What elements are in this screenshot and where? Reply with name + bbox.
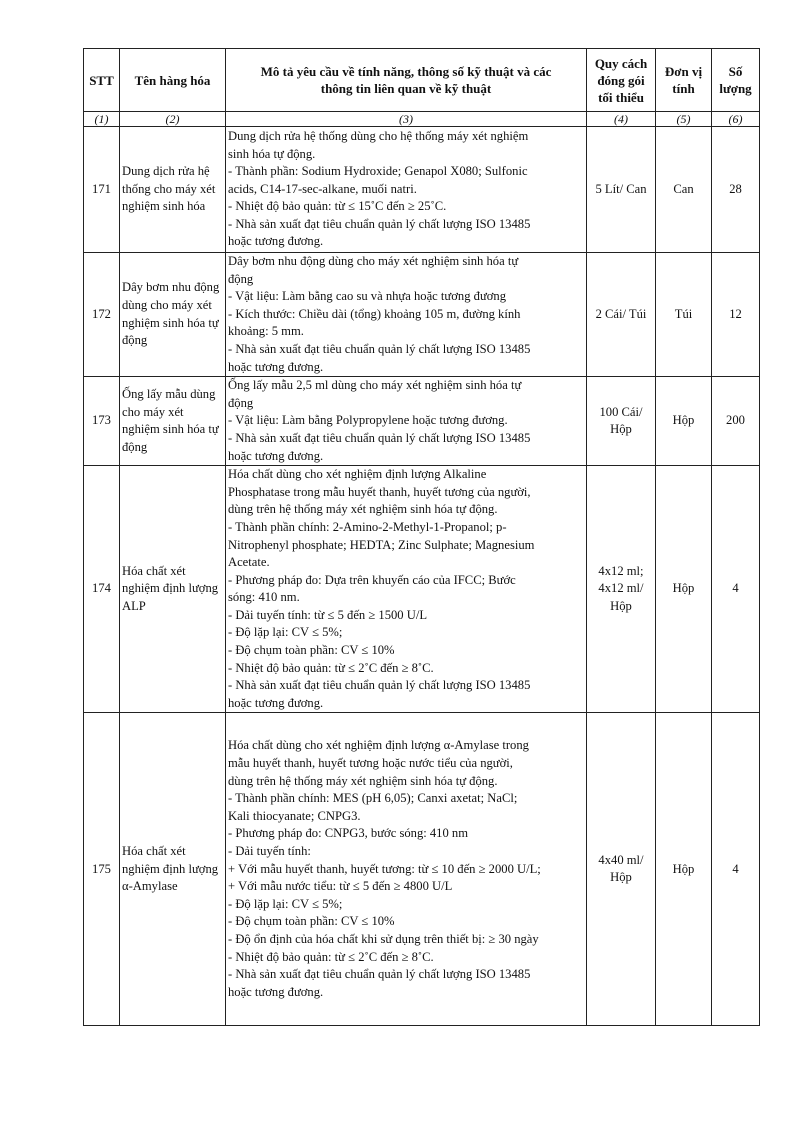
description-line: sóng: 410 nm.: [228, 590, 300, 605]
description-line: động: [228, 395, 254, 410]
description-line: Dung dịch rửa hệ thống dùng cho hệ thống máy xét nghiệm: [228, 128, 529, 143]
row-unit: Hộp: [656, 713, 712, 1026]
row-packaging: 5 Lít/ Can: [587, 127, 656, 253]
row-unit: Hộp: [656, 466, 712, 713]
header-stt: STT: [84, 49, 120, 112]
row-name: Hóa chất xét nghiệm định lượng ALP: [120, 466, 226, 713]
header-row: [84, 49, 760, 112]
row-stt: 174: [84, 466, 120, 713]
description-line: - Thành phần chính: 2-Amino-2-Methyl-1-Propanol; p-: [228, 519, 507, 534]
header-unit: Đơn vị tính: [656, 49, 712, 112]
row-description: [226, 127, 587, 253]
description-line: sinh hóa tự động.: [228, 146, 316, 161]
row-quantity: 12: [712, 253, 760, 377]
row-description: [226, 466, 587, 713]
row-name: Dung dịch rửa hệ thống cho máy xét nghiệm sinh hóa: [120, 127, 226, 253]
description-line: + Với mẫu nước tiểu: từ ≤ 5 đến ≥ 4800 U/L: [228, 879, 453, 894]
description-line: acids, C14-17-sec-alkane, muối natri.: [228, 181, 417, 196]
header-name: Tên hàng hóa: [120, 49, 226, 112]
table-row: [84, 127, 760, 253]
description-line: Nitrophenyl phosphate; HEDTA; Zinc Sulphate; Magnesium: [228, 537, 535, 552]
row-quantity: 4: [712, 713, 760, 1026]
description-line: hoặc tương đương.: [228, 984, 324, 999]
description-line: Acetate.: [228, 555, 270, 570]
table-row: [84, 377, 760, 466]
table-row: [84, 713, 760, 1026]
column-index: (6): [712, 112, 760, 127]
column-index: (4): [587, 112, 656, 127]
description-line: Hóa chất dùng cho xét nghiệm định lượng Alkaline: [228, 467, 487, 482]
header-qty: Số lượng: [712, 49, 760, 112]
column-index: (1): [84, 112, 120, 127]
description-line: - Nhà sản xuất đạt tiêu chuẩn quản lý chất lượng ISO 13485: [228, 678, 531, 693]
table-row: [84, 253, 760, 377]
column-index-row: [84, 112, 760, 127]
description-line: - Vật liệu: Làm bằng Polypropylene hoặc tương đương.: [228, 413, 508, 428]
description-line: - Kích thước: Chiều dài (tổng) khoảng 105 m, đường kính: [228, 306, 521, 321]
row-description: [226, 377, 587, 466]
description-line: mẫu huyết thanh, huyết tương hoặc nước tiểu của người,: [228, 756, 513, 771]
description-line: - Vật liệu: Làm bằng cao su và nhựa hoặc tương đương: [228, 289, 507, 304]
row-unit: Túi: [656, 253, 712, 377]
header-desc: Mô tả yêu cầu về tính năng, thông số kỹ thuật và các thông tin liên quan về kỹ thuật: [226, 49, 587, 112]
row-unit: Can: [656, 127, 712, 253]
row-name: Ống lấy mẫu dùng cho máy xét nghiệm sinh hóa tự động: [120, 377, 226, 466]
description-line: - Độ lặp lại: CV ≤ 5%;: [228, 896, 343, 911]
description-line: - Thành phần: Sodium Hydroxide; Genapol X080; Sulfonic: [228, 164, 528, 179]
header-pack: Quy cách đóng gói tối thiểu: [587, 49, 656, 112]
description-line: - Nhà sản xuất đạt tiêu chuẩn quản lý chất lượng ISO 13485: [228, 430, 531, 445]
column-index: (2): [120, 112, 226, 127]
row-quantity: 28: [712, 127, 760, 253]
row-stt: 175: [84, 713, 120, 1026]
row-packaging: 2 Cái/ Túi: [587, 253, 656, 377]
description-line: Phosphatase trong mẫu huyết thanh, huyết tương của người,: [228, 484, 531, 499]
description-line: Kali thiocyanate; CNPG3.: [228, 808, 361, 823]
description-line: khoảng: 5 mm.: [228, 324, 304, 339]
row-description: [226, 713, 587, 1026]
description-line: - Dải tuyến tính: từ ≤ 5 đến ≥ 1500 U/L: [228, 607, 428, 622]
row-name: Hóa chất xét nghiệm định lượng α-Amylase: [120, 713, 226, 1026]
row-stt: 172: [84, 253, 120, 377]
row-name: Dây bơm nhu động dùng cho máy xét nghiệm sinh hóa tự động: [120, 253, 226, 377]
row-packaging: 4x40 ml/ Hộp: [587, 713, 656, 1026]
description-line: - Nhà sản xuất đạt tiêu chuẩn quản lý chất lượng ISO 13485: [228, 967, 531, 982]
description-line: Dây bơm nhu động dùng cho máy xét nghiệm sinh hóa tự: [228, 254, 519, 268]
description-line: động: [228, 271, 254, 286]
description-line: + Với mẫu huyết thanh, huyết tương: từ ≤ 10 đến ≥ 2000 U/L;: [228, 861, 541, 876]
description-line: hoặc tương đương.: [228, 448, 324, 463]
description-line: dùng trên hệ thống máy xét nghiệm sinh hóa tự động.: [228, 502, 498, 517]
description-line: hoặc tương đương.: [228, 695, 324, 710]
row-unit: Hộp: [656, 377, 712, 466]
description-line: - Nhiệt độ bảo quản: từ ≤ 2˚C đến ≥ 8˚C.: [228, 949, 434, 964]
row-stt: 171: [84, 127, 120, 253]
table-row: [84, 466, 760, 713]
description-line: - Độ ổn định của hóa chất khi sử dụng trên thiết bị: ≥ 30 ngày: [228, 932, 539, 947]
description-line: - Nhà sản xuất đạt tiêu chuẩn quản lý chất lượng ISO 13485: [228, 341, 531, 356]
row-description: [226, 253, 587, 377]
description-line: - Thành phần chính: MES (pH 6,05); Canxi axetat; NaCl;: [228, 791, 518, 806]
column-index: (3): [226, 112, 587, 127]
description-line: Ống lấy mẫu 2,5 ml dùng cho máy xét nghiệm sinh hóa tự: [228, 378, 522, 393]
product-spec-table: [83, 48, 760, 1026]
description-line: - Dải tuyến tính:: [228, 844, 311, 859]
row-packaging: 4x12 ml; 4x12 ml/ Hộp: [587, 466, 656, 713]
description-line: - Phương pháp đo: Dựa trên khuyến cáo của IFCC; Bước: [228, 572, 516, 587]
row-stt: 173: [84, 377, 120, 466]
description-line: - Nhiệt độ bảo quản: từ ≤ 15˚C đến ≥ 25˚C.: [228, 199, 447, 214]
description-line: Hóa chất dùng cho xét nghiệm định lượng α-Amylase trong: [228, 738, 529, 753]
description-line: - Nhà sản xuất đạt tiêu chuẩn quản lý chất lượng ISO 13485: [228, 216, 531, 231]
description-line: - Độ chụm toàn phần: CV ≤ 10%: [228, 643, 395, 658]
description-line: - Nhiệt độ bảo quản: từ ≤ 2˚C đến ≥ 8˚C.: [228, 660, 434, 675]
description-line: - Phương pháp đo: CNPG3, bước sóng: 410 nm: [228, 826, 469, 841]
table-body: [84, 127, 760, 1026]
description-line: dùng trên hệ thống máy xét nghiệm sinh hóa tự động.: [228, 773, 498, 788]
row-packaging: 100 Cái/ Hộp: [587, 377, 656, 466]
description-line: hoặc tương đương.: [228, 359, 324, 374]
column-index: (5): [656, 112, 712, 127]
description-line: - Độ chụm toàn phần: CV ≤ 10%: [228, 914, 395, 929]
description-line: - Độ lặp lại: CV ≤ 5%;: [228, 625, 343, 640]
row-quantity: 4: [712, 466, 760, 713]
description-line: hoặc tương đương.: [228, 234, 324, 249]
row-quantity: 200: [712, 377, 760, 466]
